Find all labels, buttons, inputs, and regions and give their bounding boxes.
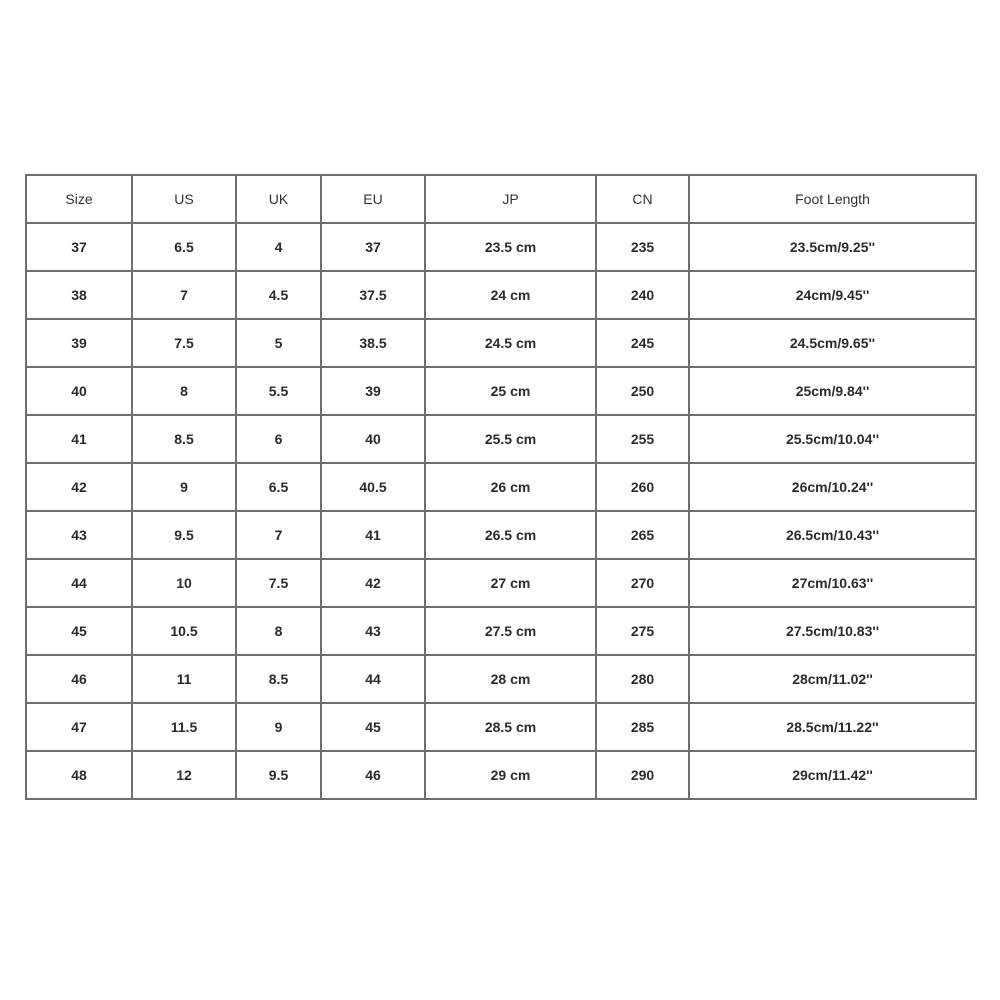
cell-cn: 270 bbox=[596, 559, 689, 607]
cell-jp: 24 cm bbox=[425, 271, 596, 319]
table-row bbox=[26, 751, 976, 799]
cell-size: 39 bbox=[26, 319, 132, 367]
cell-eu: 40.5 bbox=[321, 463, 425, 511]
column-header-foot-length: Foot Length bbox=[689, 175, 976, 223]
table-row bbox=[26, 559, 976, 607]
cell-foot-length: 29cm/11.42'' bbox=[689, 751, 976, 799]
table-row bbox=[26, 703, 976, 751]
table-row bbox=[26, 271, 976, 319]
table-row bbox=[26, 511, 976, 559]
cell-size: 44 bbox=[26, 559, 132, 607]
cell-eu: 40 bbox=[321, 415, 425, 463]
cell-cn: 245 bbox=[596, 319, 689, 367]
cell-foot-length: 27.5cm/10.83'' bbox=[689, 607, 976, 655]
column-header-cn: CN bbox=[596, 175, 689, 223]
cell-us: 9 bbox=[132, 463, 236, 511]
cell-uk: 8.5 bbox=[236, 655, 321, 703]
cell-us: 12 bbox=[132, 751, 236, 799]
cell-cn: 255 bbox=[596, 415, 689, 463]
cell-foot-length: 28cm/11.02'' bbox=[689, 655, 976, 703]
table-row bbox=[26, 607, 976, 655]
column-header-jp: JP bbox=[425, 175, 596, 223]
cell-size: 37 bbox=[26, 223, 132, 271]
column-header-uk: UK bbox=[236, 175, 321, 223]
cell-jp: 28 cm bbox=[425, 655, 596, 703]
cell-us: 10.5 bbox=[132, 607, 236, 655]
cell-size: 38 bbox=[26, 271, 132, 319]
table-row bbox=[26, 223, 976, 271]
column-header-eu: EU bbox=[321, 175, 425, 223]
cell-jp: 26 cm bbox=[425, 463, 596, 511]
cell-jp: 27.5 cm bbox=[425, 607, 596, 655]
cell-us: 8 bbox=[132, 367, 236, 415]
table-row bbox=[26, 367, 976, 415]
column-header-us: US bbox=[132, 175, 236, 223]
cell-jp: 25 cm bbox=[425, 367, 596, 415]
size-chart-table bbox=[25, 174, 977, 800]
cell-uk: 7.5 bbox=[236, 559, 321, 607]
cell-uk: 4.5 bbox=[236, 271, 321, 319]
cell-eu: 38.5 bbox=[321, 319, 425, 367]
cell-size: 41 bbox=[26, 415, 132, 463]
cell-jp: 23.5 cm bbox=[425, 223, 596, 271]
cell-foot-length: 27cm/10.63'' bbox=[689, 559, 976, 607]
cell-cn: 280 bbox=[596, 655, 689, 703]
cell-eu: 45 bbox=[321, 703, 425, 751]
cell-foot-length: 24.5cm/9.65'' bbox=[689, 319, 976, 367]
cell-us: 9.5 bbox=[132, 511, 236, 559]
cell-cn: 250 bbox=[596, 367, 689, 415]
cell-jp: 25.5 cm bbox=[425, 415, 596, 463]
cell-cn: 235 bbox=[596, 223, 689, 271]
cell-uk: 4 bbox=[236, 223, 321, 271]
cell-cn: 260 bbox=[596, 463, 689, 511]
cell-eu: 37 bbox=[321, 223, 425, 271]
cell-size: 42 bbox=[26, 463, 132, 511]
cell-jp: 26.5 cm bbox=[425, 511, 596, 559]
column-header-size: Size bbox=[26, 175, 132, 223]
cell-eu: 39 bbox=[321, 367, 425, 415]
cell-eu: 43 bbox=[321, 607, 425, 655]
cell-size: 46 bbox=[26, 655, 132, 703]
cell-cn: 240 bbox=[596, 271, 689, 319]
cell-foot-length: 26.5cm/10.43'' bbox=[689, 511, 976, 559]
cell-jp: 27 cm bbox=[425, 559, 596, 607]
cell-size: 43 bbox=[26, 511, 132, 559]
cell-us: 7.5 bbox=[132, 319, 236, 367]
cell-cn: 290 bbox=[596, 751, 689, 799]
cell-eu: 42 bbox=[321, 559, 425, 607]
cell-eu: 37.5 bbox=[321, 271, 425, 319]
cell-cn: 275 bbox=[596, 607, 689, 655]
cell-uk: 6.5 bbox=[236, 463, 321, 511]
cell-eu: 41 bbox=[321, 511, 425, 559]
cell-uk: 9 bbox=[236, 703, 321, 751]
table-header bbox=[26, 175, 976, 223]
cell-size: 47 bbox=[26, 703, 132, 751]
table-row bbox=[26, 319, 976, 367]
cell-jp: 24.5 cm bbox=[425, 319, 596, 367]
cell-us: 8.5 bbox=[132, 415, 236, 463]
cell-foot-length: 23.5cm/9.25'' bbox=[689, 223, 976, 271]
cell-cn: 265 bbox=[596, 511, 689, 559]
cell-foot-length: 25cm/9.84'' bbox=[689, 367, 976, 415]
cell-cn: 285 bbox=[596, 703, 689, 751]
cell-size: 48 bbox=[26, 751, 132, 799]
cell-jp: 29 cm bbox=[425, 751, 596, 799]
cell-uk: 5.5 bbox=[236, 367, 321, 415]
cell-foot-length: 24cm/9.45'' bbox=[689, 271, 976, 319]
table-row bbox=[26, 655, 976, 703]
cell-foot-length: 25.5cm/10.04'' bbox=[689, 415, 976, 463]
cell-us: 11 bbox=[132, 655, 236, 703]
cell-uk: 6 bbox=[236, 415, 321, 463]
cell-uk: 9.5 bbox=[236, 751, 321, 799]
cell-eu: 46 bbox=[321, 751, 425, 799]
cell-us: 10 bbox=[132, 559, 236, 607]
cell-eu: 44 bbox=[321, 655, 425, 703]
cell-size: 40 bbox=[26, 367, 132, 415]
cell-foot-length: 26cm/10.24'' bbox=[689, 463, 976, 511]
table-body bbox=[26, 223, 976, 799]
cell-uk: 8 bbox=[236, 607, 321, 655]
cell-uk: 5 bbox=[236, 319, 321, 367]
table-row bbox=[26, 463, 976, 511]
cell-us: 11.5 bbox=[132, 703, 236, 751]
cell-foot-length: 28.5cm/11.22'' bbox=[689, 703, 976, 751]
cell-us: 6.5 bbox=[132, 223, 236, 271]
cell-uk: 7 bbox=[236, 511, 321, 559]
table-row bbox=[26, 415, 976, 463]
cell-size: 45 bbox=[26, 607, 132, 655]
header-row bbox=[26, 175, 976, 223]
cell-jp: 28.5 cm bbox=[425, 703, 596, 751]
cell-us: 7 bbox=[132, 271, 236, 319]
